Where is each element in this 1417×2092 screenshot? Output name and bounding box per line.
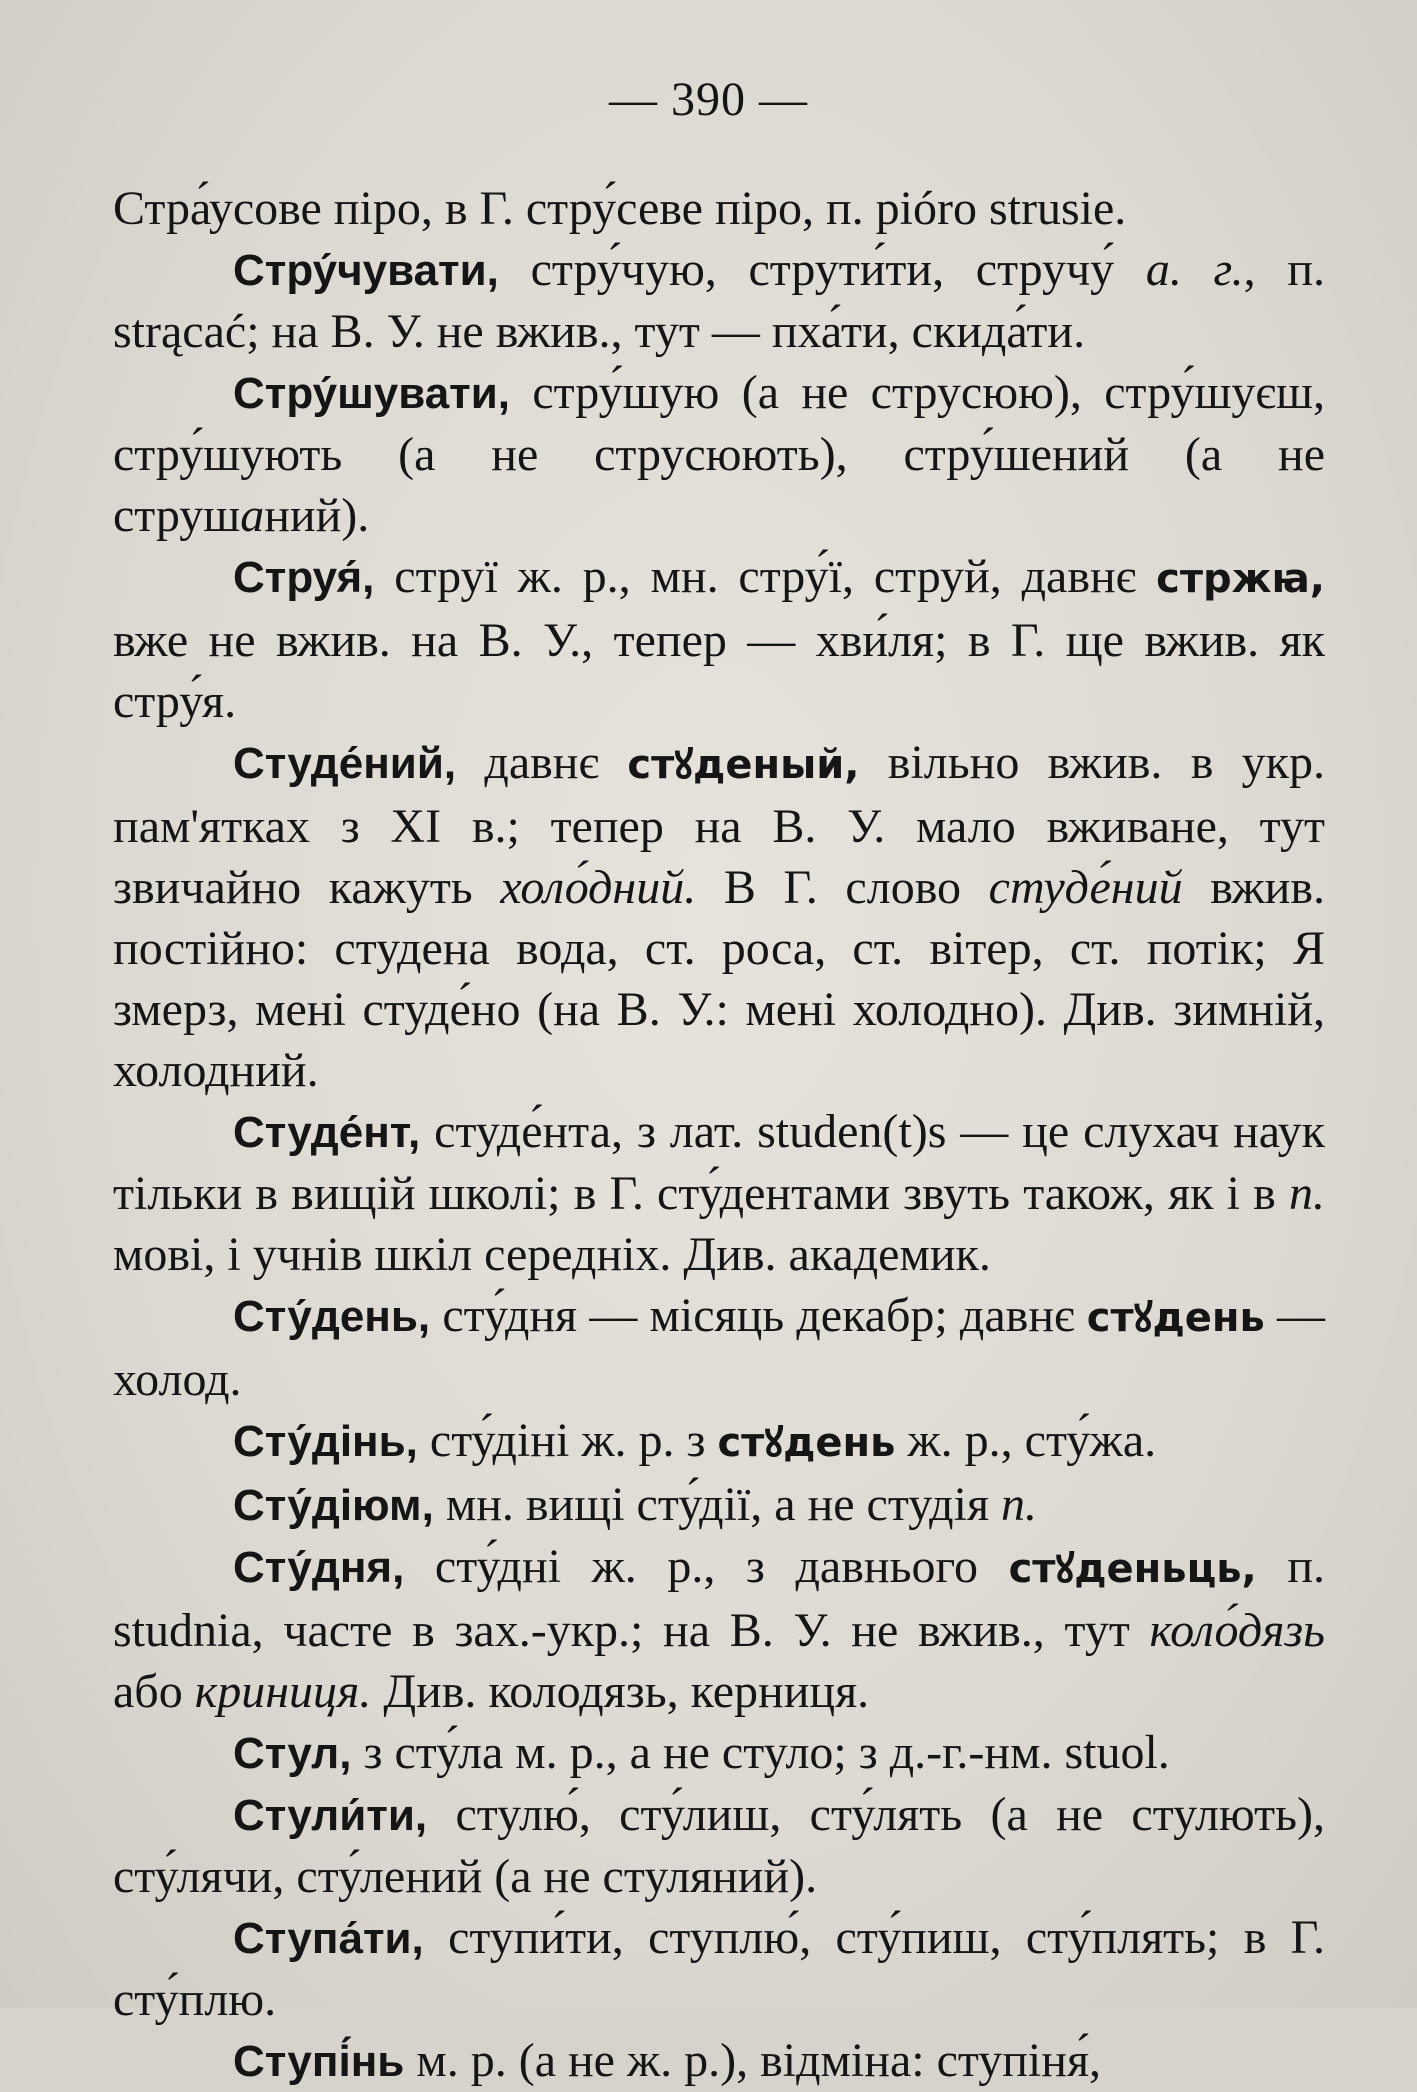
dictionary-entry — [113, 239, 1325, 362]
dictionary-entry — [113, 1410, 1325, 1474]
entry-headword: Студе́нт, — [233, 1108, 421, 1157]
dictionary-entry — [113, 178, 1325, 239]
entry-headword: Студе́ний, — [233, 739, 457, 788]
dictionary-entry — [113, 1536, 1325, 1722]
dictionary-entry — [113, 2030, 1325, 2092]
entry-headword: Ступі́нь — [233, 2037, 405, 2086]
old-slavonic-form: стꙋденый, — [627, 742, 860, 788]
entry-headword: Сту́день, — [233, 1292, 431, 1341]
entry-text: давнє — [456, 736, 628, 789]
entry-text: ж. р., сту́жа. — [895, 1414, 1157, 1467]
entry-text: мові, і учнів шкіл середніх. Див. академик. — [113, 1228, 991, 1281]
entry-headword: Сту́діюм, — [233, 1481, 434, 1530]
entry-text: вже не вжив. на В. У., тепер — хви́ля; в Г. ще вжив. як стру́я. — [113, 614, 1325, 728]
dictionary-entry — [113, 1907, 1325, 2030]
entry-headword: Сту́дня, — [233, 1543, 405, 1592]
entry-text: студе́нта, з лат. studen(t)s — це слухач наук тільки в вищій школі; в Г. сту́дентами звуть також, як і в — [113, 1105, 1325, 1220]
old-slavonic-form: стꙋдень — [717, 1420, 896, 1466]
dictionary-entry — [113, 1784, 1325, 1907]
italic-text: а — [240, 489, 265, 542]
entry-text: з сту́ла м. р., а не стуло; з д.-г.-нм. stuol. — [351, 1726, 1170, 1779]
entry-text: сту́дня — місяць декабр; давнє — [430, 1289, 1087, 1342]
entry-text: або — [113, 1665, 195, 1718]
italic-text: холо́дний. — [500, 861, 697, 914]
italic-text: a. г. — [1145, 243, 1244, 296]
entry-headword: Ступа́ти, — [233, 1914, 424, 1963]
dictionary-entries — [113, 178, 1325, 2092]
old-slavonic-form: стꙋденьць, — [1008, 1546, 1257, 1592]
dictionary-entry — [113, 1285, 1325, 1410]
italic-text: студе́ний — [988, 861, 1183, 914]
dictionary-entry — [113, 1474, 1325, 1536]
entry-text: Стра́усове піро, в Г. стру́севе піро, п. pióro strusie. — [113, 182, 1127, 235]
entry-text: В Г. слово — [696, 861, 989, 914]
entry-text: стру́чую, струти́ти, стручу́ — [498, 243, 1146, 296]
dictionary-entry — [113, 362, 1325, 546]
entry-text: Див. колодязь, керниця. — [371, 1665, 870, 1718]
dictionary-entry — [113, 546, 1325, 732]
entry-headword: Стули́ти, — [233, 1791, 428, 1840]
old-slavonic-form: стꙋдень — [1086, 1295, 1265, 1341]
dictionary-entry — [113, 732, 1325, 1101]
old-slavonic-form: стржꙗ, — [1156, 556, 1325, 602]
entry-headword: Стру́шувати, — [233, 369, 510, 418]
entry-text: вжив. постійно: студена вода, ст. роса, ст. вітер, ст. потік; Я змерз, мені студе́но (на В. У.: мені холодно). Див. зимній, холодний. — [113, 861, 1325, 1097]
entry-text: , п. strącać; на В. У. не вжив., тут — пха́ти, скида́ти. — [113, 243, 1326, 358]
entry-text: ступи́ти, ступлю́, сту́пиш, сту́плять; в Г. сту́плю. — [113, 1911, 1325, 2026]
page-number: — 390 — — [609, 73, 808, 126]
entry-text: ний). — [264, 489, 370, 542]
entry-text: мн. вищі сту́дії, а не студія — [433, 1478, 1002, 1531]
entry-text: п. studnia, часте в зах.-укр.; на В. У. не вжив., тут — [113, 1540, 1326, 1657]
dictionary-entry — [113, 1722, 1325, 1784]
italic-text: коло́дязь — [1149, 1604, 1325, 1657]
entry-text: сту́діні ж. р. з — [417, 1414, 718, 1467]
entry-headword: Стул, — [233, 1729, 352, 1778]
entry-text: струї ж. р., мн. стру́ї, струй, давнє — [374, 550, 1157, 603]
entry-headword: Струя́, — [233, 553, 375, 602]
italic-text: п. — [1289, 1167, 1325, 1220]
entry-headword: Сту́дінь, — [233, 1417, 418, 1466]
entry-text: сту́дні ж. р., з давнього — [404, 1540, 1009, 1593]
entry-text: — холод. — [113, 1289, 1326, 1406]
entry-text: стру́шую (а не струсюю), стру́шуєш, стру́шують (а не струсюють), стру́шений (а не струш — [113, 366, 1325, 542]
entry-text: м. р. (а не ж. р.), відміна: ступіня́, — [404, 2034, 1102, 2087]
entry-text: вільно вжив. в укр. пам'ятках з XI в.; тепер на В. У. мало вживане, тут звичайно кажуть — [113, 736, 1325, 914]
entry-text: стулю́, сту́лиш, сту́лять (а не стулють), сту́лячи, сту́лений (а не стуляний). — [113, 1788, 1325, 1903]
dictionary-entry — [113, 1101, 1325, 1285]
italic-text: п. — [1001, 1478, 1038, 1531]
entry-headword: Стру́чувати, — [233, 246, 499, 295]
italic-text: криниця. — [194, 1665, 372, 1718]
